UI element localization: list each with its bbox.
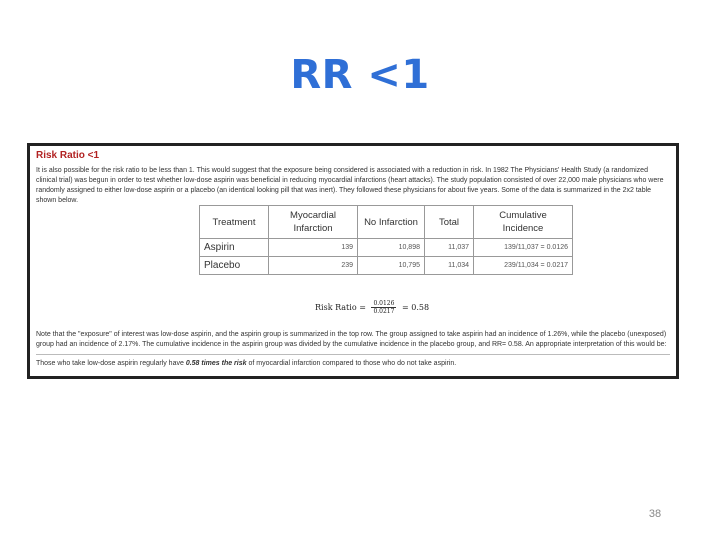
table-cell: 10,795 — [358, 257, 425, 275]
formula-numerator: 0.0126 — [373, 300, 395, 307]
table-header-row — [200, 206, 573, 239]
conclusion-after: of myocardial infarction compared to those who do not take aspirin. — [246, 360, 457, 367]
formula-label: Risk Ratio = — [315, 303, 366, 312]
row-label-placebo: Placebo — [200, 257, 269, 275]
row-label-aspirin: Aspirin — [200, 239, 269, 257]
intro-paragraph: It is also possible for the risk ratio to be less than 1. This would suggest that the exposure being considered is associated with a reduction in risk. In 1982 The Physicians' Health Study (a randomized clinical trial) was begun in order to test whether low-dose aspirin was beneficial in reducing myocardial infarctions (heart attacks). The study population consisted of over 22,000 male physicians who were randomly assigned to either low-dose aspirin or a placebo (an identical looking pill that was inert). They followed these physicians for about five years. Some of the data is summarized in the 2x2 table shown below. — [36, 167, 664, 204]
header-cumulative-incidence: Cumulative Incidence — [474, 206, 573, 239]
conclusion-emphasis: 0.58 times the risk — [185, 360, 247, 367]
formula-fraction — [371, 300, 396, 315]
formula-result: = 0.58 — [401, 303, 430, 312]
header-no-infarction: No Infarction — [358, 206, 425, 239]
divider — [36, 354, 670, 355]
table-row — [200, 239, 573, 257]
conclusion-before: Those who take low-dose aspirin regularly have — [36, 360, 186, 367]
embedded-screenshot-panel — [27, 143, 679, 379]
formula-denominator: 0.0217 — [373, 308, 395, 315]
conclusion-sentence — [36, 360, 670, 367]
header-total: Total — [425, 206, 474, 239]
risk-ratio-formula — [315, 300, 429, 315]
two-by-two-table — [199, 205, 573, 275]
header-myocardial-infarction: Myocardial Infarction — [269, 206, 358, 239]
page-number: 38 — [648, 508, 662, 520]
table-cell: 239/11,034 = 0.0217 — [474, 257, 573, 275]
table-row — [200, 257, 573, 275]
table-cell: 11,037 — [425, 239, 474, 257]
note-paragraph: Note that the "exposure" of interest was low-dose aspirin, and the aspirin group is summarized in the top row. The group assigned to take aspirin had an incidence of 1.26%, while the placebo (unexposed) group had an incidence of 2.17%. The cumulative incidence in the aspirin group was divided by the cumulative incidence in the placebo group, and RR= 0.58. An appropriate interpretation of this would be: — [36, 331, 667, 348]
panel-heading: Risk Ratio <1 — [36, 150, 100, 161]
panel-content — [36, 150, 670, 372]
table-cell: 139 — [269, 239, 358, 257]
table-cell: 10,898 — [358, 239, 425, 257]
table-cell: 139/11,037 = 0.0126 — [474, 239, 573, 257]
header-treatment: Treatment — [200, 206, 269, 239]
table-cell: 11,034 — [425, 257, 474, 275]
table-cell: 239 — [269, 257, 358, 275]
slide-title: RR <1 — [290, 52, 430, 98]
